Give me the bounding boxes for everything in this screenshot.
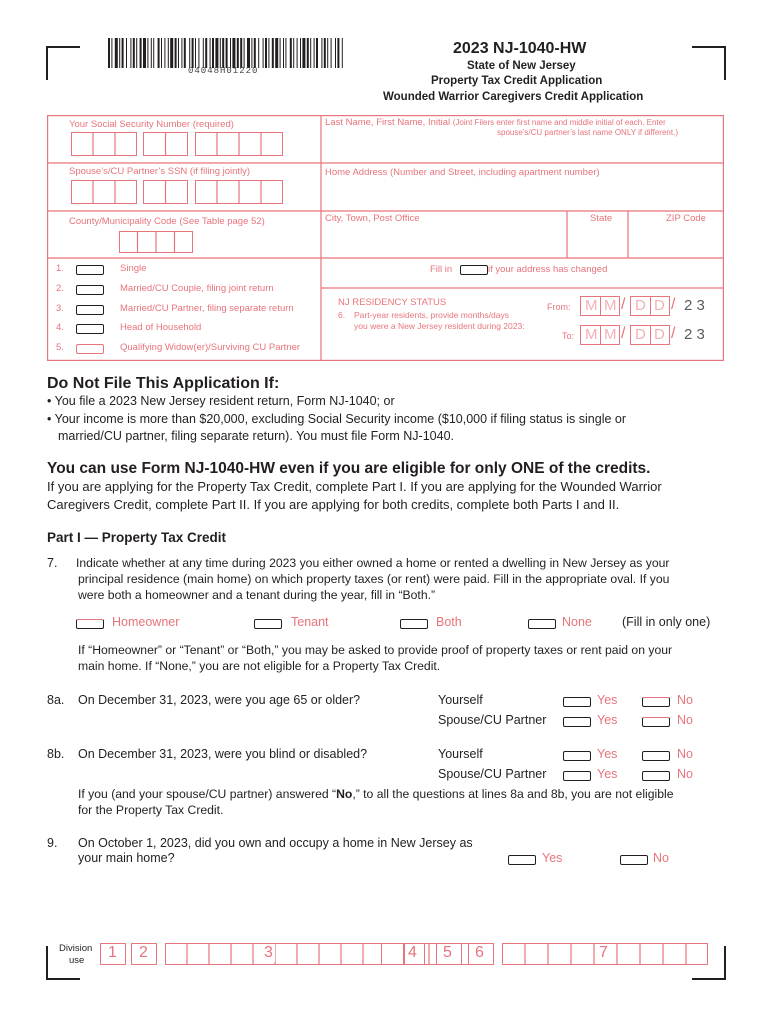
q9-no[interactable] — [620, 851, 690, 867]
q8b-spouse-no[interactable] — [642, 767, 712, 783]
no-oval[interactable] — [642, 717, 670, 727]
residency-title: NJ RESIDENCY STATUS — [338, 297, 447, 308]
residency-num: 6. — [338, 310, 346, 320]
q9-yes[interactable] — [508, 851, 578, 867]
residency-line2: you were a New Jersey resident during 2023: — [354, 321, 525, 331]
address-change-pre: Fill in — [430, 264, 453, 275]
q8a-yourself-label: Yourself — [438, 693, 483, 707]
address-change[interactable] — [430, 264, 630, 278]
q8a-spouse-label: Spouse/CU Partner — [438, 713, 547, 727]
both-oval[interactable] — [400, 619, 428, 629]
form-title: 2023 NJ-1040-HW — [453, 40, 587, 57]
do-not-file-heading: Do Not File This Application If: — [47, 375, 280, 392]
date-slash: / — [621, 325, 626, 342]
division-box-number: 3 — [264, 944, 273, 961]
yes-oval[interactable] — [563, 751, 591, 761]
no-label: No — [677, 693, 693, 707]
name-note-1: (Joint Filers enter first name and middle initial of each. Enter — [452, 118, 666, 127]
q8b-spouse-label: Spouse/CU Partner — [438, 767, 547, 781]
no-label: No — [677, 767, 693, 781]
spouse-ssn-label: Spouse’s/CU Partner’s SSN (if filing jointly) — [69, 166, 251, 177]
homeowner-oval[interactable] — [76, 619, 104, 629]
filing-status-list — [56, 262, 326, 358]
division-box-number: 2 — [139, 944, 148, 961]
q8b-spouse-yes[interactable] — [563, 767, 633, 783]
yes-oval[interactable] — [508, 855, 536, 865]
ssn-label: Your Social Security Number (required) — [69, 119, 234, 130]
filing-status-label: Married/CU Partner, filing separate return — [120, 303, 294, 314]
do-not-file-bullet-2 — [47, 412, 626, 426]
division-box-number: 6 — [475, 944, 484, 961]
filing-status-label: Married/CU Couple, filing joint return — [120, 283, 274, 294]
eligible-line-1: If you are applying for the Property Tax Credit, complete Part I. If you are applying for the Wounded Warrior — [47, 479, 662, 494]
bullet-text: Your income is more than $20,000, excluding Social Security income ($10,000 if filing status is single or — [54, 412, 627, 426]
date-slash: / — [671, 296, 676, 313]
month-placeholder: M — [585, 297, 598, 314]
q8a-text: On December 31, 2023, were you age 65 or older? — [78, 693, 361, 707]
ssn-input[interactable] — [71, 132, 285, 156]
filing-status-num: 3. — [56, 303, 64, 314]
q8b-num: 8b. — [47, 747, 65, 761]
filing-status-oval[interactable] — [76, 324, 104, 334]
q8a-yourself-no[interactable] — [642, 693, 712, 709]
filing-status-oval[interactable] — [76, 344, 104, 354]
q7-num: 7. — [47, 556, 58, 570]
q8-note-part-b: No — [336, 787, 353, 801]
filing-status-oval[interactable] — [76, 265, 104, 275]
q7-line-1: Indicate whether at any time during 2023 you either owned a home or rented a dwelling in New Jersey as your — [76, 556, 670, 570]
state-name: State of New Jersey — [467, 60, 576, 72]
yes-label: Yes — [597, 713, 618, 727]
q7-none[interactable] — [528, 615, 608, 631]
barcode-bars — [108, 38, 346, 68]
filing-status-oval[interactable] — [76, 285, 104, 295]
city-label[interactable]: City, Town, Post Office — [325, 213, 420, 224]
yes-label: Yes — [597, 693, 618, 707]
name-label[interactable] — [325, 117, 666, 128]
no-oval[interactable] — [642, 771, 670, 781]
q9-line-1: On October 1, 2023, did you own and occupy a home in New Jersey as — [78, 836, 473, 850]
q8a-yourself-yes[interactable] — [563, 693, 633, 709]
yes-label: Yes — [597, 747, 618, 761]
division-use-label-2: use — [69, 955, 85, 966]
yes-label: Yes — [542, 851, 563, 865]
date-slash: / — [671, 325, 676, 342]
q8-note-part-c: ,” to all the questions at lines 8a and 8b, you are not eligible — [352, 787, 674, 801]
none-label: None — [562, 615, 592, 629]
both-label: Both — [436, 615, 462, 629]
bullet-mark: • — [47, 412, 52, 426]
filing-status-separate[interactable] — [56, 302, 316, 316]
barcode-number: 04048H01220 — [188, 66, 259, 76]
filing-status-num: 5. — [56, 342, 64, 353]
address-label[interactable]: Home Address (Number and Street, including apartment number) — [325, 167, 600, 178]
q7-tenant[interactable] — [254, 615, 354, 631]
yes-oval[interactable] — [563, 771, 591, 781]
q8b-yourself-yes[interactable] — [563, 747, 633, 763]
q8a-num: 8a. — [47, 693, 65, 707]
division-use-boxes — [100, 943, 710, 967]
filing-status-num: 4. — [56, 322, 64, 333]
county-code-input[interactable] — [119, 231, 193, 253]
day-placeholder: D — [635, 326, 646, 343]
month-placeholder: M — [604, 297, 617, 314]
do-not-file-bullet-2-cont: married/CU partner, filing separate return). You must file Form NJ-1040. — [58, 429, 455, 443]
q7-line-3: were both a homeowner and a tenant during the year, fill in “Both.” — [78, 588, 436, 602]
do-not-file-bullet-1 — [47, 394, 395, 408]
no-oval[interactable] — [620, 855, 648, 865]
q8b-yourself-no[interactable] — [642, 747, 712, 763]
residency-line1: Part-year residents, provide months/days — [354, 310, 509, 320]
tenant-label: Tenant — [291, 615, 329, 629]
division-use-label-1: Division — [59, 943, 93, 954]
q7-note-1: If “Homeowner” or “Tenant” or “Both,” you may be asked to provide proof of property taxes or rent paid on your — [78, 643, 673, 657]
fill-one-note: (Fill in only one) — [622, 615, 711, 629]
day-placeholder: D — [635, 297, 646, 314]
residency-to-label: To: — [562, 331, 575, 341]
application-title-2: Wounded Warrior Caregivers Credit Application — [383, 91, 644, 103]
filing-status-single[interactable] — [56, 262, 316, 276]
date-slash: / — [621, 296, 626, 313]
corner-mark-top-right — [692, 46, 726, 80]
q8-note-1 — [78, 787, 674, 801]
bullet-text: You file a 2023 New Jersey resident return, Form NJ-1040; or — [54, 394, 395, 408]
q8a-spouse-yes[interactable] — [563, 713, 633, 729]
q8-note-part-a: If you (and your spouse/CU partner) answered “ — [78, 787, 337, 801]
filing-status-num: 1. — [56, 263, 64, 274]
address-change-oval[interactable] — [460, 265, 488, 275]
no-label: No — [653, 851, 669, 865]
no-oval[interactable] — [642, 751, 670, 761]
homeowner-label: Homeowner — [112, 615, 180, 629]
q7-homeowner[interactable] — [76, 615, 196, 631]
spouse-ssn-input[interactable] — [71, 180, 285, 204]
eligible-heading: You can use Form NJ-1040-HW even if you are eligible for only ONE of the credits. — [47, 460, 651, 477]
q8a-spouse-no[interactable] — [642, 713, 712, 729]
division-box-number: 7 — [599, 944, 608, 961]
filing-status-label: Single — [120, 263, 147, 274]
county-code-label: County/Municipality Code (See Table page 52) — [69, 216, 265, 227]
tenant-oval[interactable] — [254, 619, 282, 629]
eligible-line-2: Caregivers Credit, complete Part II. If you are applying for both credits, complete both Parts I and II. — [47, 497, 620, 512]
q8-note-2: for the Property Tax Credit. — [78, 803, 224, 817]
filing-status-oval[interactable] — [76, 305, 104, 315]
filing-status-joint[interactable] — [56, 282, 316, 296]
q9-num: 9. — [47, 836, 58, 850]
q8b-text: On December 31, 2023, were you blind or disabled? — [78, 747, 368, 761]
division-box-number: 1 — [108, 944, 117, 961]
year-suffix: 2 3 — [684, 326, 705, 343]
none-oval[interactable] — [528, 619, 556, 629]
corner-mark-top-left — [46, 46, 80, 80]
q7-line-2: principal residence (main home) on which property taxes (or rent) were paid. Fill in the appropriate oval. If you — [78, 572, 670, 586]
filing-status-num: 2. — [56, 283, 64, 294]
zip-label[interactable]: ZIP Code — [666, 213, 706, 224]
q7-both[interactable] — [400, 615, 480, 631]
month-placeholder: M — [585, 326, 598, 343]
division-box-number: 4 — [408, 944, 417, 961]
name-note-2: spouse’s/CU partner’s last name ONLY if different.) — [497, 128, 678, 137]
name-label-text: Last Name, First Name, Initial — [325, 117, 451, 128]
bullet-mark: • — [47, 394, 52, 408]
barcode — [108, 38, 346, 80]
q8b-yourself-label: Yourself — [438, 747, 483, 761]
filing-status-head[interactable] — [56, 321, 316, 335]
filing-status-widow[interactable] — [56, 341, 321, 355]
q7-note-2: main home. If “None,” you are not eligible for a Property Tax Credit. — [78, 659, 441, 673]
no-label: No — [677, 747, 693, 761]
filing-status-label: Qualifying Widow(er)/Surviving CU Partner — [120, 342, 301, 353]
no-oval[interactable] — [642, 697, 670, 707]
part1-heading: Part I — Property Tax Credit — [47, 530, 227, 545]
residency-from-label: From: — [547, 302, 571, 312]
day-placeholder: D — [654, 326, 665, 343]
residency-from-date[interactable] — [580, 296, 720, 316]
residency-to-date[interactable] — [580, 325, 720, 345]
q9-line-2: your main home? — [78, 851, 175, 865]
no-label: No — [677, 713, 693, 727]
address-change-post: if your address has changed — [488, 264, 608, 275]
state-label[interactable]: State — [590, 213, 613, 224]
application-title-1: Property Tax Credit Application — [431, 75, 603, 87]
yes-oval[interactable] — [563, 697, 591, 707]
filing-status-label: Head of Household — [120, 322, 202, 333]
yes-oval[interactable] — [563, 717, 591, 727]
division-box-number: 5 — [443, 944, 452, 961]
yes-label: Yes — [597, 767, 618, 781]
year-suffix: 2 3 — [684, 297, 705, 314]
month-placeholder: M — [604, 326, 617, 343]
day-placeholder: D — [654, 297, 665, 314]
